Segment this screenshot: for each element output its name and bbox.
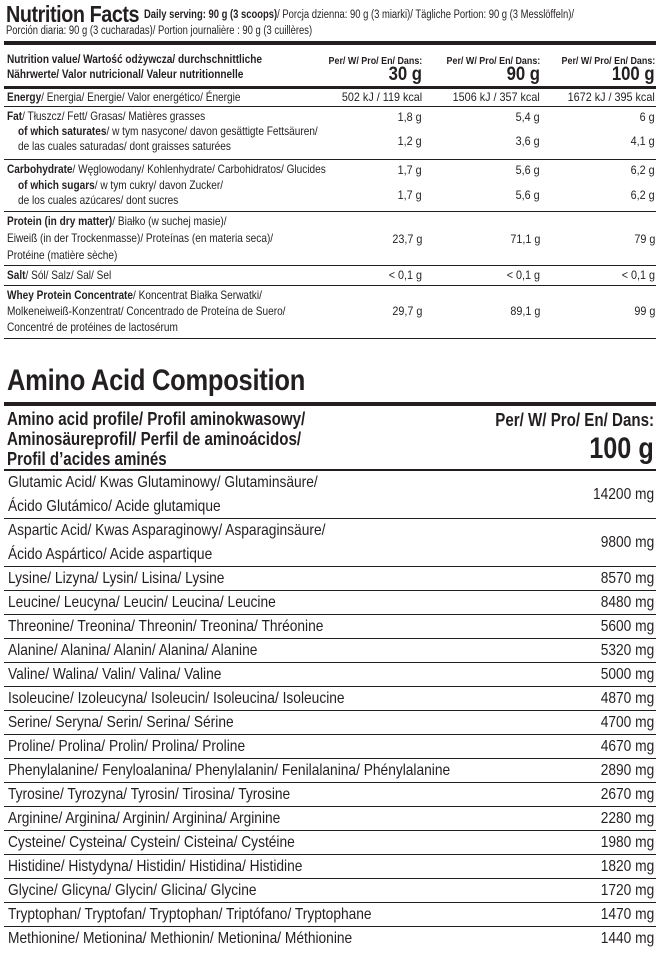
row-sugars-label-2: de los cuales azúcares/ dont sucres [18,193,179,207]
amino-acid-name: Aspartic Acid/ Kwas Asparaginowy/ Asparaginsäure/ [8,522,326,539]
amino-acid-name: Isoleucine/ Izoleucyna/ Isoleucin/ Isoleucina/ Isoleucine [8,690,345,707]
amount-100g: 100 g [612,64,655,85]
sugars-90g: 5,6 g [515,188,540,202]
amino-acid-title: Amino Acid Composition [7,364,306,397]
carbohydrate-100g: 6,2 g [630,163,655,177]
salt-30g: < 0,1 g [388,268,422,282]
amino-acid-name: Arginine/ Arginina/ Arginin/ Arginina/ Arginine [8,810,281,827]
amino-acid-name: Alanine/ Alanina/ Alanin/ Alanina/ Alanine [8,642,258,659]
divider-thick [4,402,656,406]
divider [4,902,656,903]
serving-info-line2: Porción diaria: 90 g (3 cucharadas)/ Portion journalière : 90 g (3 cuillères) [6,25,313,37]
amino-per-label: Per/ W/ Pro/ En/ Dans: [495,410,654,430]
row-salt-label: Salt/ Sól/ Salz/ Sal/ Sel [7,268,112,282]
amino-acid-name: Serine/ Seryna/ Serin/ Serina/ Sérine [8,714,234,731]
salt-90g: < 0,1 g [506,268,540,282]
divider [4,710,656,711]
fat-30g: 1,8 g [397,110,422,124]
row-whey-label-2: Molkeneiweiß-Konzentrat/ Concentrado de Proteína de Suero/ [7,304,286,318]
divider [4,338,656,339]
nutrition-facts-header [6,1,656,39]
amino-header-label-3: Profil d’acides aminés [7,449,167,469]
row-carbohydrate-label: Carbohydrate/ Węglowodany/ Kohlenhydrate/ Carbohidratos/ Glucides [7,162,326,176]
amino-acid-name: Phenylalanine/ Fenyloalanina/ Phenylalanin/ Fenilalanina/ Phénylalanine [8,762,451,779]
divider [4,830,656,831]
amino-acid-value: 4870 mg [600,690,654,707]
amino-acid-value: 8480 mg [600,594,654,611]
row-saturates-label-2: de las cuales saturadas/ dont graisses saturées [18,139,231,153]
amino-acid-value: 1470 mg [600,906,654,923]
divider-thick [4,41,656,45]
amino-acid-value: 1440 mg [600,930,654,947]
amino-acid-name: Leucine/ Leucyna/ Leucin/ Leucina/ Leucine [8,594,276,611]
divider [4,806,656,807]
saturates-100g: 4,1 g [630,134,655,148]
amino-acid-name: Glutamic Acid/ Kwas Glutaminowy/ Glutaminsäure/ [8,474,318,491]
per-label-col2: Per/ W/ Pro/ En/ Dans: [446,55,540,67]
divider [4,211,656,212]
amino-acid-name: Histidine/ Histydyna/ Histidin/ Histidina/ Histidine [8,858,303,875]
divider-thick [4,469,656,471]
serving-info-line1 [144,9,574,21]
divider [4,566,656,567]
divider [4,638,656,639]
amino-header-label-1: Amino acid profile/ Profil aminokwasowy/ [7,409,306,429]
row-whey-label: Whey Protein Concentrate/ Koncentrat Białka Serwatki/ [7,288,262,302]
amino-amount-100g: 100 g [589,432,654,465]
energy-90g: 1506 kJ / 357 kcal [452,90,540,104]
divider [4,686,656,687]
amino-acid-name-line2: Ácido Glutámico/ Acide glutamique [8,498,221,515]
row-protein-label: Protein (in dry matter)/ Białko (w suchej masie)/ [7,214,227,228]
row-fat-label: Fat/ Tłuszcz/ Fett/ Grasas/ Matières grasses [7,109,206,123]
amino-acid-value: 2670 mg [600,786,654,803]
row-whey-label-3: Concentré de protéines de lactosérum [7,320,178,334]
amino-acid-name-line2: Ácido Aspártico/ Acide aspartique [8,546,213,563]
salt-100g: < 0,1 g [621,268,655,282]
amino-acid-value: 4700 mg [600,714,654,731]
energy-30g: 502 kJ / 119 kcal [341,90,422,104]
protein-30g: 23,7 g [391,232,422,246]
amino-acid-name: Proline/ Prolina/ Prolin/ Prolina/ Proline [8,738,246,755]
amino-acid-value: 5320 mg [600,642,654,659]
divider [4,590,656,591]
row-energy-label: Energy/ Energia/ Energie/ Valor energético/ Énergie [7,90,241,104]
amino-acid-value: 4670 mg [600,738,654,755]
energy-100g: 1672 kJ / 395 kcal [567,90,655,104]
divider [4,878,656,879]
saturates-90g: 3,6 g [515,134,540,148]
nutrition-header-label-2: Nährwerte/ Valor nutricional/ Valeur nutritionnelle [7,67,244,81]
serving-bold: Daily serving: 90 g (3 scoops) [144,9,278,21]
amino-acid-value: 1980 mg [600,834,654,851]
divider-thick [4,86,656,89]
divider [4,926,656,927]
row-sugars-label: of which sugars/ w tym cukry/ davon Zucker/ [18,178,224,192]
amino-acid-value: 2280 mg [600,810,654,827]
amino-acid-name: Methionine/ Metionina/ Methionin/ Metionina/ Méthionine [8,930,353,947]
divider [4,782,656,783]
per-label-col1: Per/ W/ Pro/ En/ Dans: [328,55,422,67]
divider [4,265,656,266]
amount-30g: 30 g [388,64,422,85]
carbohydrate-30g: 1,7 g [397,163,422,177]
whey-90g: 89,1 g [509,304,540,318]
amino-acid-name: Tryptophan/ Tryptofan/ Tryptophan/ Triptófano/ Tryptophane [8,906,372,923]
amino-acid-value: 9800 mg [600,534,654,551]
amino-acid-value: 8570 mg [600,570,654,587]
divider [4,285,656,286]
amino-acid-value: 5000 mg [600,666,654,683]
amino-acid-value: 5600 mg [600,618,654,635]
whey-100g: 99 g [633,304,655,318]
amino-acid-name: Cysteine/ Cysteina/ Cystein/ Cisteina/ Cystéine [8,834,295,851]
amount-90g: 90 g [506,64,540,85]
amino-acid-name: Valine/ Walina/ Valin/ Valina/ Valine [8,666,222,683]
fat-100g: 6 g [639,110,655,124]
divider [4,758,656,759]
amino-header-label-2: Aminosäureprofil/ Perfil de aminoácidos/ [7,429,302,449]
amino-acid-value: 2890 mg [600,762,654,779]
amino-acid-value: 14200 mg [592,486,654,503]
divider [4,518,656,519]
per-label-col3: Per/ W/ Pro/ En/ Dans: [561,55,655,67]
nutrition-facts-title: Nutrition Facts [6,1,140,27]
amino-acid-name: Glycine/ Glicyna/ Glycin/ Glicina/ Glycine [8,882,257,899]
amino-acid-name: Tyrosine/ Tyrozyna/ Tyrosin/ Tirosina/ Tyrosine [8,786,291,803]
amino-acid-name: Lysine/ Lizyna/ Lysin/ Lisina/ Lysine [8,570,225,587]
protein-100g: 79 g [633,232,655,246]
row-protein-label-2: Eiweiß (in der Trockenmasse)/ Proteínas (en materia seca)/ [7,231,274,245]
protein-90g: 71,1 g [509,232,540,246]
saturates-30g: 1,2 g [397,134,422,148]
row-saturates-label: of which saturates/ w tym nasycone/ davon gesättigte Fettsäuren/ [18,124,318,138]
serving-rest: / Porcja dzienna: 90 g (3 miarki)/ Tägliche Portion: 90 g (3 Messlöffeln)/ [277,9,574,21]
divider [4,662,656,663]
divider [4,734,656,735]
sugars-30g: 1,7 g [397,188,422,202]
whey-30g: 29,7 g [391,304,422,318]
amino-acid-value: 1820 mg [600,858,654,875]
divider [4,614,656,615]
amino-acid-value: 1720 mg [600,882,654,899]
carbohydrate-90g: 5,6 g [515,163,540,177]
divider [4,106,656,107]
nutrition-header-label-1: Nutrition value/ Wartość odżywcza/ durchschnittliche [7,52,263,66]
divider [4,854,656,855]
sugars-100g: 6,2 g [630,188,655,202]
amino-acid-name: Threonine/ Treonina/ Threonin/ Treonina/ Thréonine [8,618,324,635]
divider [4,159,656,160]
fat-90g: 5,4 g [515,110,540,124]
row-protein-label-3: Protéine (matière sèche) [7,248,118,262]
